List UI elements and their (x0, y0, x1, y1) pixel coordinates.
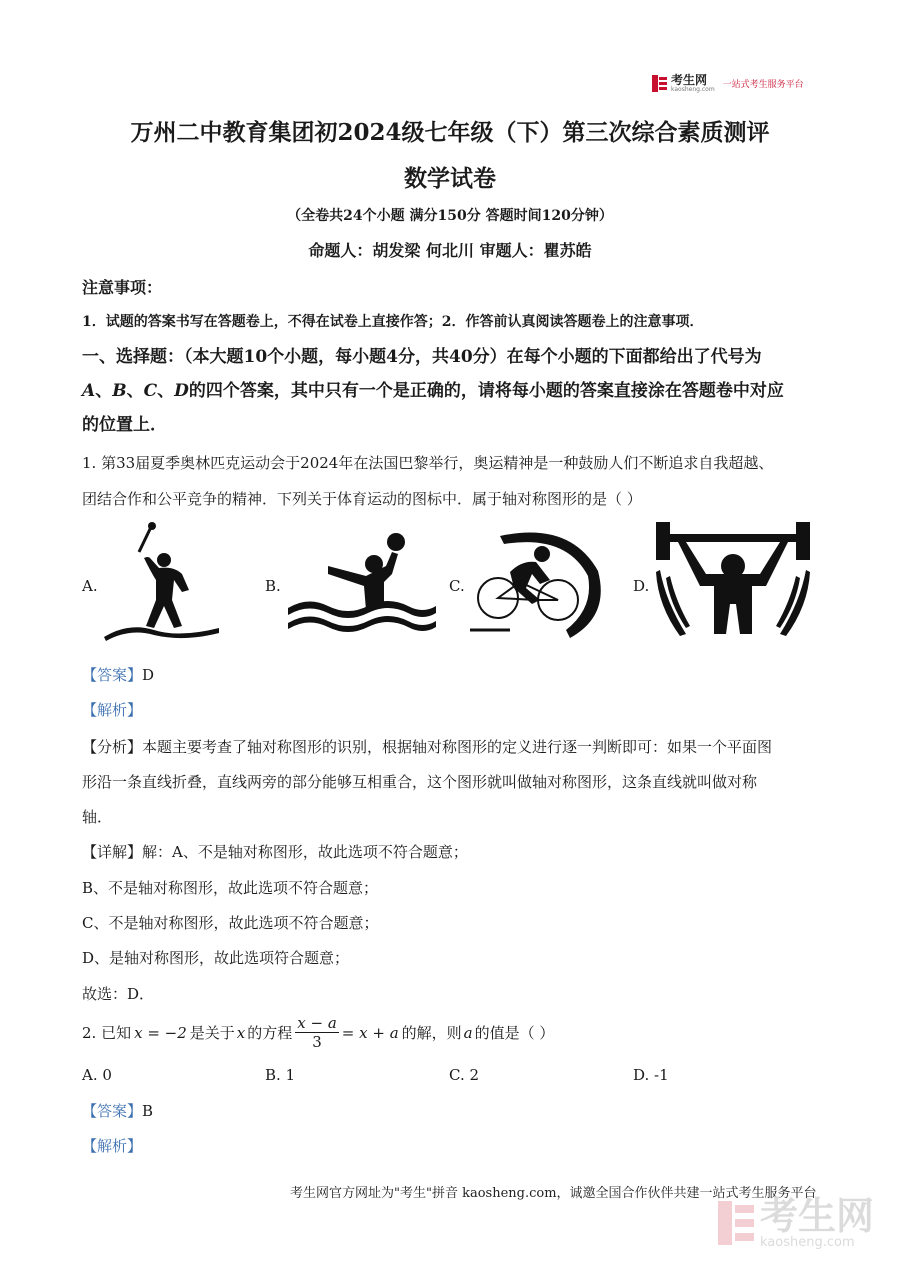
logo-brand: 考生网 (671, 73, 708, 87)
q1-stem-line1: 1. 第33届夏季奥林匹克运动会于2024年在法国巴黎举行，奥运精神是一种鼓励人们不断追求自我超越、 (82, 454, 774, 472)
cycling-icon (470, 526, 608, 642)
q2-rhs: = x + a (341, 1023, 399, 1042)
notice-heading: 注意事项： (82, 278, 163, 297)
water-polo-icon (288, 530, 436, 640)
q1-answer-value: D (142, 666, 155, 684)
letter-c: C (143, 381, 158, 401)
exam-title: 万州二中教育集团初2024级七年级（下）第三次综合素质测评 (130, 119, 770, 146)
q1-detail-line2: B、不是轴对称图形，故此选项不符合题意； (82, 879, 379, 897)
q1-answer (82, 664, 154, 685)
q1-option-a-label[interactable]: A. (82, 577, 98, 595)
q2-var: x (236, 1023, 246, 1042)
q1-fenxi-line1 (82, 736, 822, 757)
watermark-brand: 考生网 (760, 1194, 875, 1238)
logo-text (671, 74, 715, 93)
watermark (718, 1196, 874, 1249)
q2-mid2: 的方程 (247, 1024, 293, 1042)
q2-mid3: 的解，则 (401, 1024, 462, 1042)
q2-suffix: 的值是（ ） (474, 1024, 555, 1042)
golf-icon (104, 522, 219, 642)
header-logo[interactable] (652, 74, 804, 93)
q2-frac-num: x − a (297, 1014, 337, 1032)
q1-analysis-tag: 【解析】 (82, 701, 143, 719)
section1-line1: 一、选择题：（本大题10个小题，每小题4分，共40分）在每个小题的下面都给出了代号为 (82, 347, 762, 367)
q1-fenxi-line2: 形沿一条直线折叠，直线两旁的部分能够互相重合，这个图形就叫做轴对称图形，这条直线就叫做对称 (82, 773, 758, 791)
q2-choice-a[interactable]: A. 0 (82, 1066, 112, 1084)
q1-option-c-label[interactable]: C. (449, 577, 465, 595)
q2-eq1: x = −2 (134, 1023, 187, 1042)
watermark-logo-icon (718, 1201, 754, 1245)
q2-choice-c[interactable]: C. 2 (449, 1066, 480, 1084)
q2-choice-b[interactable]: B. 1 (265, 1066, 296, 1084)
q1-option-b-label[interactable]: B. (265, 577, 281, 595)
q1-fenxi-tag: 【分析】 (82, 738, 143, 756)
letter-b: B (112, 381, 127, 401)
section1-line2: A、B、C、D的四个答案，其中只有一个是正确的，请将每小题的答案直接涂在答题卷中对应 (82, 381, 784, 401)
q1-detail-line3: C、不是轴对称图形，故此选项不符合题意； (82, 914, 379, 932)
notice-text: 1．试题的答案书写在答题卷上，不得在试卷上直接作答；2．作答前认真阅读答题卷上的注意事项． (82, 314, 704, 330)
footer-text: 考生网官方网址为"考生"拼音 kaosheng.com，诚邀全国合作伙伴共建一站式考生服务平台 (290, 1186, 817, 1201)
q2-choice-d[interactable]: D. -1 (633, 1066, 669, 1084)
q1-fenxi-line3: 轴． (82, 808, 113, 826)
logo-url: kaosheng.com (671, 86, 715, 93)
section1-line2-rest: 的四个答案，其中只有一个是正确的，请将每小题的答案直接涂在答题卷中对应 (188, 381, 784, 401)
q1-option-d-label[interactable]: D. (633, 577, 650, 595)
q2-fraction (295, 1014, 339, 1051)
exam-info: （全卷共24个小题 满分150分 答题时间120分钟） (287, 208, 613, 224)
q2-answer (82, 1100, 153, 1121)
section1-heading (82, 340, 822, 442)
exam-subtitle: 数学试卷 (404, 165, 496, 192)
letter-d: D (174, 381, 189, 401)
q1-detail-line4: D、是轴对称图形，故此选项符合题意； (82, 949, 350, 967)
letter-a: A (82, 381, 96, 401)
section1-line3: 的位置上． (82, 415, 167, 435)
q1-detail-line1 (82, 841, 468, 862)
q1-detail-tag: 【详解】 (82, 843, 143, 861)
q2-mid1: 是关于 (189, 1024, 235, 1042)
weightlifting-icon (656, 522, 810, 642)
q2-answer-value: B (142, 1102, 154, 1120)
q2-prefix: 2. 已知 (82, 1024, 132, 1042)
exam-authors: 命题人：胡发梁 何北川 审题人：瞿苏皓 (308, 241, 592, 260)
q2-answer-tag: 【答案】 (82, 1102, 143, 1120)
watermark-text-group (760, 1196, 874, 1249)
q2-var2: a (463, 1023, 473, 1042)
q2-stem (82, 1014, 554, 1051)
q1-answer-tag: 【答案】 (82, 666, 143, 684)
q1-fenxi-text1: 本题主要考查了轴对称图形的识别，根据轴对称图形的定义进行逐一判断即可：如果一个平面图 (142, 738, 773, 756)
q2-frac-den: 3 (312, 1033, 322, 1051)
watermark-url: kaosheng.com (760, 1235, 855, 1250)
logo-slogan: 一站式考生服务平台 (722, 80, 804, 90)
q2-analysis-tag: 【解析】 (82, 1137, 143, 1155)
q1-stem-line2: 团结合作和公平竞争的精神．下列关于体育运动的图标中．属于轴对称图形的是（ ） (82, 490, 642, 508)
kaosheng-logo-icon (652, 75, 667, 92)
q1-detail-text1: 解：A、不是轴对称图形，故此选项不符合题意； (142, 843, 468, 861)
q1-conclusion: 故选：D． (82, 985, 155, 1003)
